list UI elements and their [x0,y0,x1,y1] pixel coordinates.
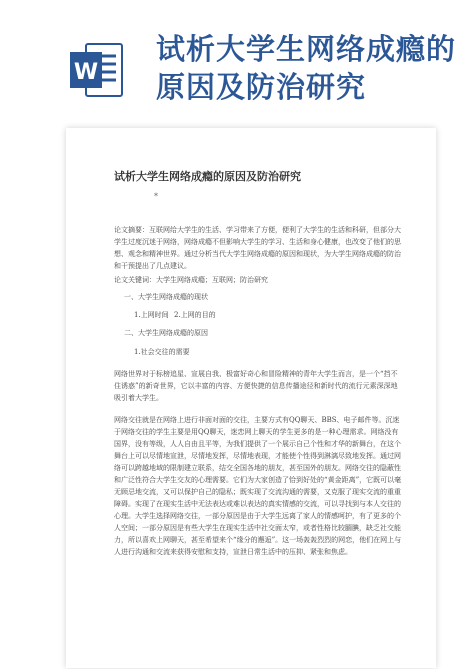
paragraph-1: 网络世界对于标榜追星、宣展自我、极富好奇心和冒险精神的青年大学生而言，是一个“挡不住诱惑”的新奇世界，它以丰富的内容、方便快捷的信息传播途径和新时代的流行元素深深地吸引着大学生。 [114,370,398,402]
outline-item-1-2: 2.上网的目的 [174,311,216,319]
paragraph-2: 网络交往就是在网络上进行非面对面的交往，主要方式有QQ聊天、BBS、电子邮件等。沉迷于网络交往的学生主要是用QQ聊天，迷恋网上聊天的学生更多的是一种心理需求。网络没有国界，没有等级，人人自由且平等，为我们提供了一个展示自己个性和才华的新舞台，在这个舞台上可以尽情地宣泄，尽情地发挥，尽情地表现，才能使个性得到淋漓尽致地发挥。通过网络可以跨越地域的限制建立联系，结交全国各地的朋友，甚至国外的朋友。网络交往的隐蔽性和广泛性符合大学生交友的心理需要。它们为大家创造了恰到好处的“黄金距离”，它既可以毫无顾忌地交流，又可以保护自己的隐私；既实现了交流沟通的需要，又克服了现实交流的重重障碍。实现了在现实生活中无法表达或难以表达的真实情感的交流，可以寻找到与本人交往的心理。大学生选择网络交往，一部分原因是由于大学生远离了家人的情感呵护，有了更多的个人空间；一部分原因是有些大学生在现实生活中社交面太窄，或者性格比较腼腆，缺乏社交能力，所以喜欢上网聊天，甚至希望来个“缘分的邂逅”。这一场轰轰烈烈的网恋，他们在网上与人进行沟通和交流来获得安慰和支持，宣泄日常生活中的压抑、紧张和焦虑。 [114,416,402,556]
author-mark: * [154,192,158,201]
outline-heading-1: 一、大学生网络成瘾的现状 [124,293,208,301]
document-page [66,128,436,668]
abstract: 论文摘要：互联网给大学生的生活、学习带来了方便，便利了大学生的生活和科研，但部分大学生过度沉迷于网络，网络成瘾不但影响大学生的学习、生活和身心健康，也改变了他们的思想、观念和精神世界。通过分析当代大学生网络成瘾的原因和现状，为大学生网络成瘾的防治和干预提出了几点建议。 [114,226,401,270]
outline-heading-2: 二、大学生网络成瘾的原因 [124,329,208,337]
outline-item-1-1: 1.上网时间 [134,311,169,319]
word-icon-letter: W [73,60,99,85]
banner-title-line2: 原因及防治研究 [156,70,367,104]
word-doc-icon [68,42,124,100]
banner-title-line1: 试析大学生网络成瘾的 [156,32,457,66]
banner-title [156,30,456,106]
document-title: 试析大学生网络成瘾的原因及防治研究 [114,170,301,183]
keywords: 论文关键词：大学生网络成瘾；互联网；防治研究 [114,276,268,284]
outline-item-2-1: 1.社会交往的需要 [134,348,190,356]
cover-banner [0,0,474,120]
